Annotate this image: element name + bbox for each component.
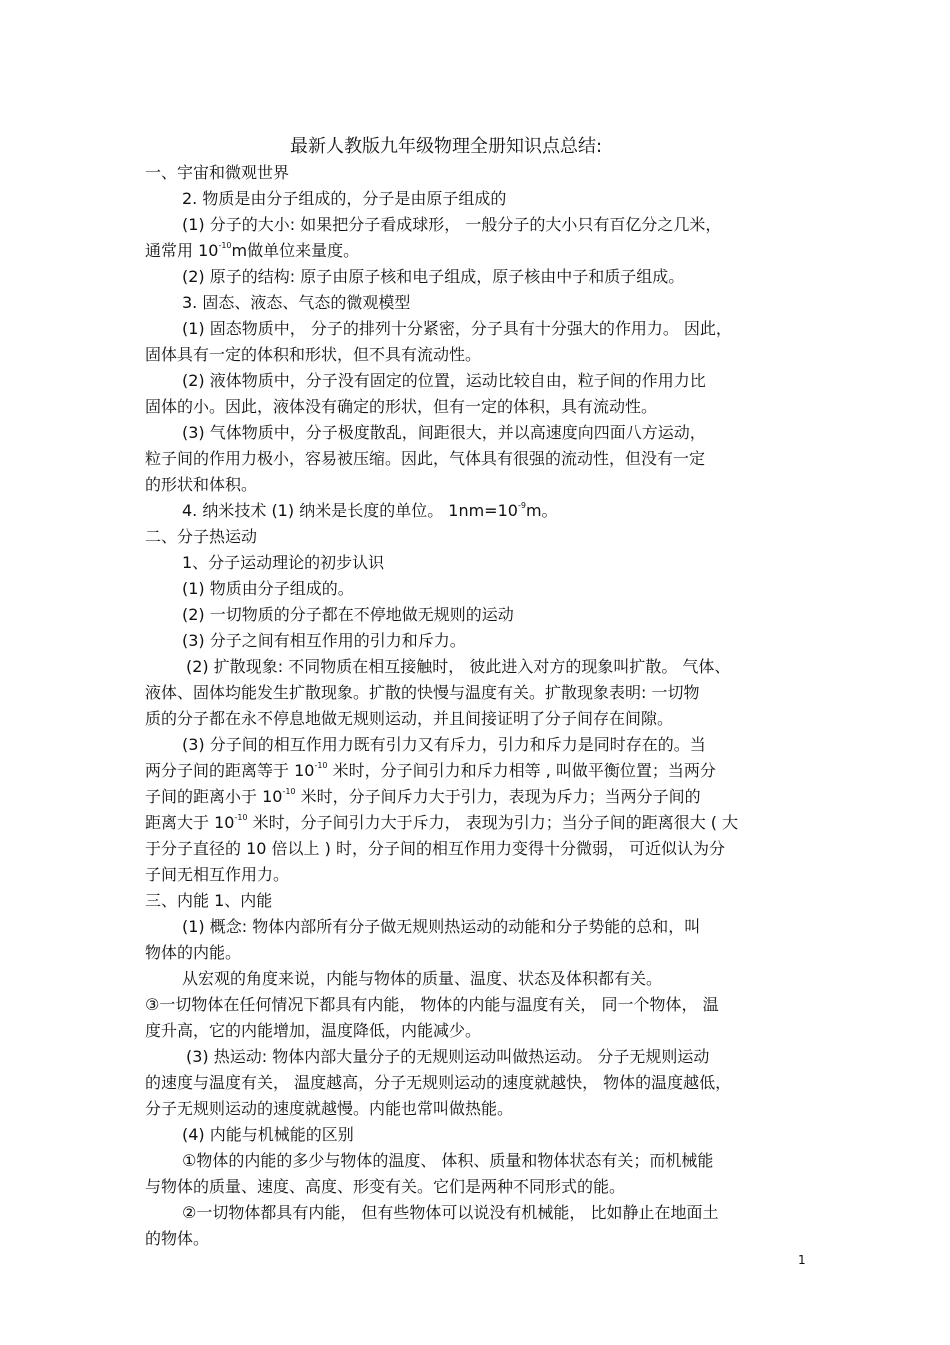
text-line: 液体、固体均能发生扩散现象。扩散的快慢与温度有关。扩散现象表明: 一切物 xyxy=(145,683,700,702)
text-line: (4) 内能与机械能的区别 xyxy=(182,1125,354,1144)
section-heading: 一、宇宙和微观世界 xyxy=(145,163,290,182)
text-line: 粒子间的作用力极小，容易被压缩。因此，气体具有很强的流动性，但没有一定 xyxy=(145,449,706,468)
text-line: 4. 纳米技术 (1) 纳米是长度的单位。 $1nm=10^{-9}m$。 xyxy=(182,501,558,520)
text-line: 两分子间的距离等于 $10^{-10}$ 米时，分子间引力和斥力相等 , 叫做平衡位置；当两分 xyxy=(145,761,716,780)
text-line: 度升高，它的内能增加，温度降低，内能减少。 xyxy=(145,1021,482,1040)
text-line: (2) 一切物质的分子都在不停地做无规则的运动 xyxy=(182,605,514,624)
text-line: 分子无规则运动的速度就越慢。内能也常叫做热能。 xyxy=(145,1099,514,1118)
text-line: 质的分子都在永不停息地做无规则运动，并且间接证明了分子间存在间隙。 xyxy=(145,709,674,728)
text-line: 的形状和体积。 xyxy=(145,475,258,494)
text-line: (2) 原子的结构: 原子由原子核和电子组成，原子核由中子和质子组成。 xyxy=(182,267,685,286)
text-line: ③一切物体在任何情况下都具有内能， 物体的内能与温度有关， 同一个物体， 温 xyxy=(145,995,719,1014)
section-heading: 二、分子热运动 xyxy=(145,527,258,546)
text-line: (3) 分子间的相互作用力既有引力又有斥力，引力和斥力是同时存在的。当 xyxy=(182,735,706,754)
document-title: 最新人教版九年级物理全册知识点总结: xyxy=(290,136,603,157)
text-line: 3. 固态、液态、气态的微观模型 xyxy=(182,293,411,312)
text-line: ①物体的内能的多少与物体的温度、 体积、质量和物体状态有关；而机械能 xyxy=(182,1151,714,1170)
text-line: 的速度与温度有关， 温度越高，分子无规则运动的速度就越快， 物体的温度越低， xyxy=(145,1073,732,1092)
text-line: (1) 概念: 物体内部所有分子做无规则热运动的动能和分子势能的总和，叫 xyxy=(182,917,701,936)
text-line: 通常用 $10^{-10}m$做单位来量度。 xyxy=(145,241,360,260)
text-line: ②一切物体都具有内能， 但有些物体可以说没有机械能， 比如静止在地面土 xyxy=(182,1203,719,1222)
text-line: 子间无相互作用力。 xyxy=(145,865,290,884)
text-line: (3) 分子之间有相互作用的引力和斥力。 xyxy=(182,631,466,650)
text-line: (2) 扩散现象: 不同物质在相互接触时， 彼此进入对方的现象叫扩散。 气体、 xyxy=(186,657,731,676)
text-line: 物体的内能。 xyxy=(145,943,242,962)
text-line: 距离大于 $10^{-10}$ 米时，分子间引力大于斥力， 表现为引力；当分子间的距离很大 ( 大 xyxy=(145,813,739,832)
page-number: 1 xyxy=(798,1253,806,1267)
text-line: 的物体。 xyxy=(145,1229,210,1248)
text-line: 固体具有一定的体积和形状，但不具有流动性。 xyxy=(145,345,482,364)
text-line: (1) 物质由分子组成的。 xyxy=(182,579,354,598)
text-line: (1) 分子的大小: 如果把分子看成球形， 一般分子的大小只有百亿分之几米， xyxy=(182,215,722,234)
text-line: (3) 热运动: 物体内部大量分子的无规则运动叫做热运动。 分子无规则运动 xyxy=(186,1047,710,1066)
text-line: 子间的距离小于 $10^{-10}$ 米时，分子间斥力大于引力，表现为斥力；当两分子间的 xyxy=(145,787,701,806)
text-line: (3) 气体物质中，分子极度散乱，间距很大，并以高速度向四面八方运动， xyxy=(182,423,706,442)
text-line: 1、分子运动理论的初步认识 xyxy=(182,553,385,572)
section-heading: 三、内能 1、内能 xyxy=(145,891,273,910)
text-line: 于分子直径的 10 倍以上 ) 时，分子间的相互作用力变得十分微弱， 可近似认为分 xyxy=(145,839,726,858)
text-line: 2. 物质是由分子组成的，分子是由原子组成的 xyxy=(182,189,507,208)
text-line: 与物体的质量、速度、高度、形变有关。它们是两种不同形式的能。 xyxy=(145,1177,626,1196)
text-line: 从宏观的角度来说，内能与物体的质量、温度、状态及体积都有关。 xyxy=(182,969,663,988)
text-line: (1) 固态物质中， 分子的排列十分紧密，分子具有十分强大的作用力。 因此， xyxy=(182,319,732,338)
text-line: (2) 液体物质中，分子没有固定的位置，运动比较自由，粒子间的作用力比 xyxy=(182,371,706,390)
text-line: 固体的小。因此，液体没有确定的形状，但有一定的体积，具有流动性。 xyxy=(145,397,658,416)
